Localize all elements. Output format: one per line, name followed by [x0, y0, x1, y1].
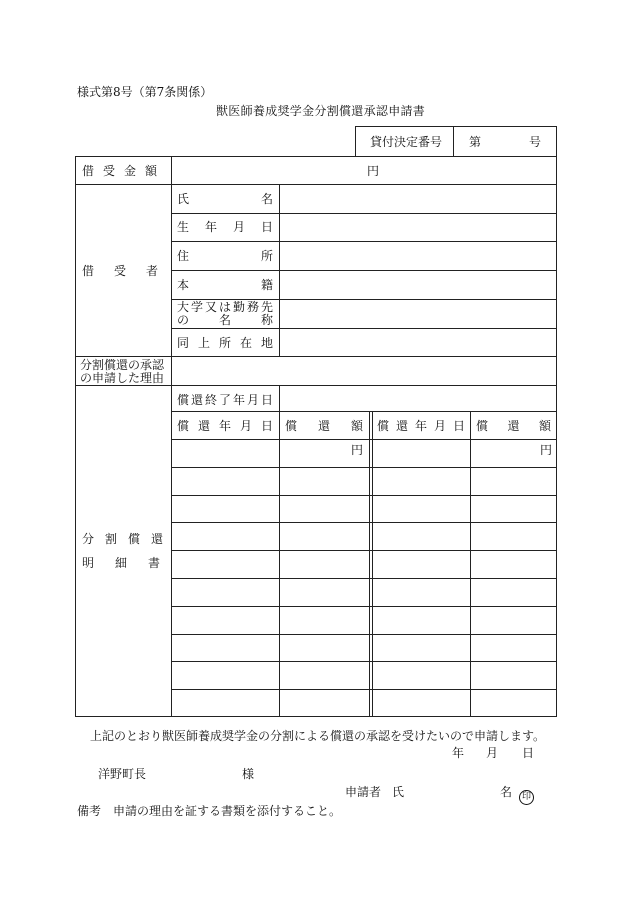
- col-date-left: 償還年月日: [177, 419, 273, 433]
- schedule-label-line2: 明細書: [82, 556, 182, 570]
- yen-left: 円: [351, 443, 364, 457]
- field-birthdate-label: 生年月日: [177, 220, 273, 234]
- date-month: 月: [486, 746, 499, 760]
- applicant-shi: 氏: [392, 785, 405, 799]
- col-amount-right: 償還額: [476, 419, 551, 433]
- amount-label: [82, 164, 166, 178]
- field-domicile-label: 本籍: [177, 278, 273, 292]
- field-name-label: 氏名: [177, 192, 273, 206]
- reason-label-line2: の申請した理由: [80, 371, 165, 385]
- loan-number-label: 貸付決定番号: [370, 135, 443, 149]
- field-workplace-address-label: 同上所在地: [177, 336, 273, 350]
- form-number: 様式第8号（第7条関係）: [77, 85, 213, 99]
- seal-mark: [519, 784, 534, 805]
- col-date-right: 償還年月日: [377, 419, 465, 433]
- date-day: 日: [522, 746, 535, 760]
- col-amount-left: 償還額: [285, 419, 363, 433]
- applicant-mei: 名: [500, 785, 513, 799]
- application-statement: 上記のとおり獣医師養成奨学金の分割による償還の承認を受けたいので申請します。: [90, 729, 546, 743]
- addressee-name: 洋野町長: [98, 767, 147, 781]
- schedule-label-line1: 分割償還: [82, 532, 175, 546]
- addressee-honorific: 様: [242, 767, 255, 781]
- loan-number-go: 号: [529, 135, 542, 149]
- field-workplace-label: 大学又は勤務先: [177, 300, 273, 314]
- note-label: 備考: [77, 804, 102, 818]
- form-title: 獣医師養成奨学金分割償還承認申請書: [216, 104, 426, 118]
- amount-yen: 円: [367, 164, 380, 178]
- yen-right: 円: [540, 443, 553, 457]
- borrower-label: 借受者: [82, 264, 179, 278]
- date-year: 年: [452, 746, 465, 760]
- end-date-label: 償還終了年月日: [177, 393, 273, 407]
- field-address-label: 住所: [177, 249, 273, 263]
- reason-label-line1: 分割償還の承認: [80, 358, 165, 372]
- note-text: 申請の理由を証する書類を添付すること。: [113, 804, 342, 818]
- loan-number-dai: 第: [469, 135, 482, 149]
- seal-icon: 印: [519, 790, 534, 805]
- amount-label-text: 借受金額: [82, 164, 167, 178]
- field-workplace-label-2: の名称: [177, 313, 273, 327]
- applicant-label: 申請者: [345, 785, 382, 799]
